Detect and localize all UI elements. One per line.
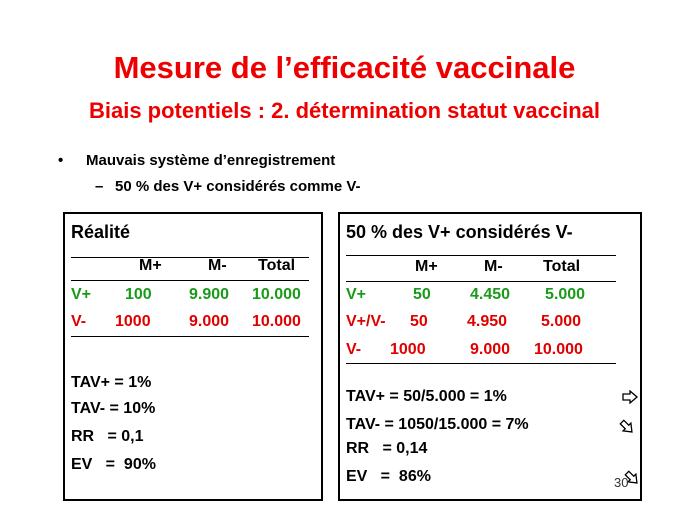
dash-marker: – <box>95 178 104 195</box>
row-label: V- <box>71 313 87 330</box>
table-divider <box>346 363 616 364</box>
stat-tav-minus: TAV- = 10% <box>71 400 156 417</box>
stat-rr: RR = 0,1 <box>71 428 144 445</box>
cell-total: 10.000 <box>534 341 583 358</box>
table-divider <box>71 336 309 337</box>
header-total: Total <box>543 258 581 275</box>
cell-mminus: 4.950 <box>467 313 508 330</box>
cell-total: 5.000 <box>541 313 582 330</box>
arrow-right-icon <box>622 390 638 404</box>
row-label: V- <box>346 341 362 358</box>
panel-reality <box>63 212 323 501</box>
panel-bias <box>338 212 642 501</box>
header-mplus: M+ <box>139 257 162 274</box>
row-label: V+ <box>346 286 367 303</box>
stat-tav-plus: TAV+ = 50/5.000 = 1% <box>346 388 507 405</box>
table-divider <box>346 255 616 256</box>
bullet-item-1 <box>58 152 335 169</box>
cell-total: 5.000 <box>545 286 586 303</box>
stat-tav-minus: TAV- = 1050/15.000 = 7% <box>346 416 529 433</box>
arrow-down-right-icon <box>618 418 636 436</box>
table-divider <box>71 280 309 281</box>
cell-mplus: 1000 <box>115 313 151 330</box>
panel-reality-title: Réalité <box>71 222 131 242</box>
cell-mminus: 9.000 <box>189 313 230 330</box>
cell-mplus: 1000 <box>390 341 426 358</box>
cell-mplus: 50 <box>410 313 428 330</box>
bullet-item-2 <box>95 178 361 195</box>
header-mplus: M+ <box>415 258 438 275</box>
cell-total: 10.000 <box>252 313 301 330</box>
bullet-text-1: Mauvais système d’enregistrement <box>86 152 336 169</box>
header-total: Total <box>258 257 296 274</box>
cell-mplus: 50 <box>413 286 431 303</box>
cell-mminus: 4.450 <box>470 286 511 303</box>
table-divider <box>346 281 616 282</box>
slide-title: Mesure de l’efficacité vaccinale <box>113 50 576 85</box>
bullet-marker: • <box>58 152 64 169</box>
row-label: V+/V- <box>346 313 386 330</box>
page-number: 30 <box>614 475 629 490</box>
stat-rr: RR = 0,14 <box>346 440 428 457</box>
row-label: V+ <box>71 286 92 303</box>
cell-total: 10.000 <box>252 286 301 303</box>
header-mminus: M- <box>208 257 227 274</box>
stat-tav-plus: TAV+ = 1% <box>71 374 152 391</box>
cell-mminus: 9.900 <box>189 286 230 303</box>
stat-ev: EV = 90% <box>71 456 156 473</box>
stat-ev: EV = 86% <box>346 468 431 485</box>
bullet-text-2: 50 % des V+ considérés comme V- <box>115 178 361 195</box>
cell-mminus: 9.000 <box>470 341 511 358</box>
cell-mplus: 100 <box>125 286 152 303</box>
panel-bias-title: 50 % des V+ considérés V- <box>346 222 573 242</box>
slide-subtitle: Biais potentiels : 2. détermination statut vaccinal <box>88 98 601 123</box>
header-mminus: M- <box>484 258 503 275</box>
